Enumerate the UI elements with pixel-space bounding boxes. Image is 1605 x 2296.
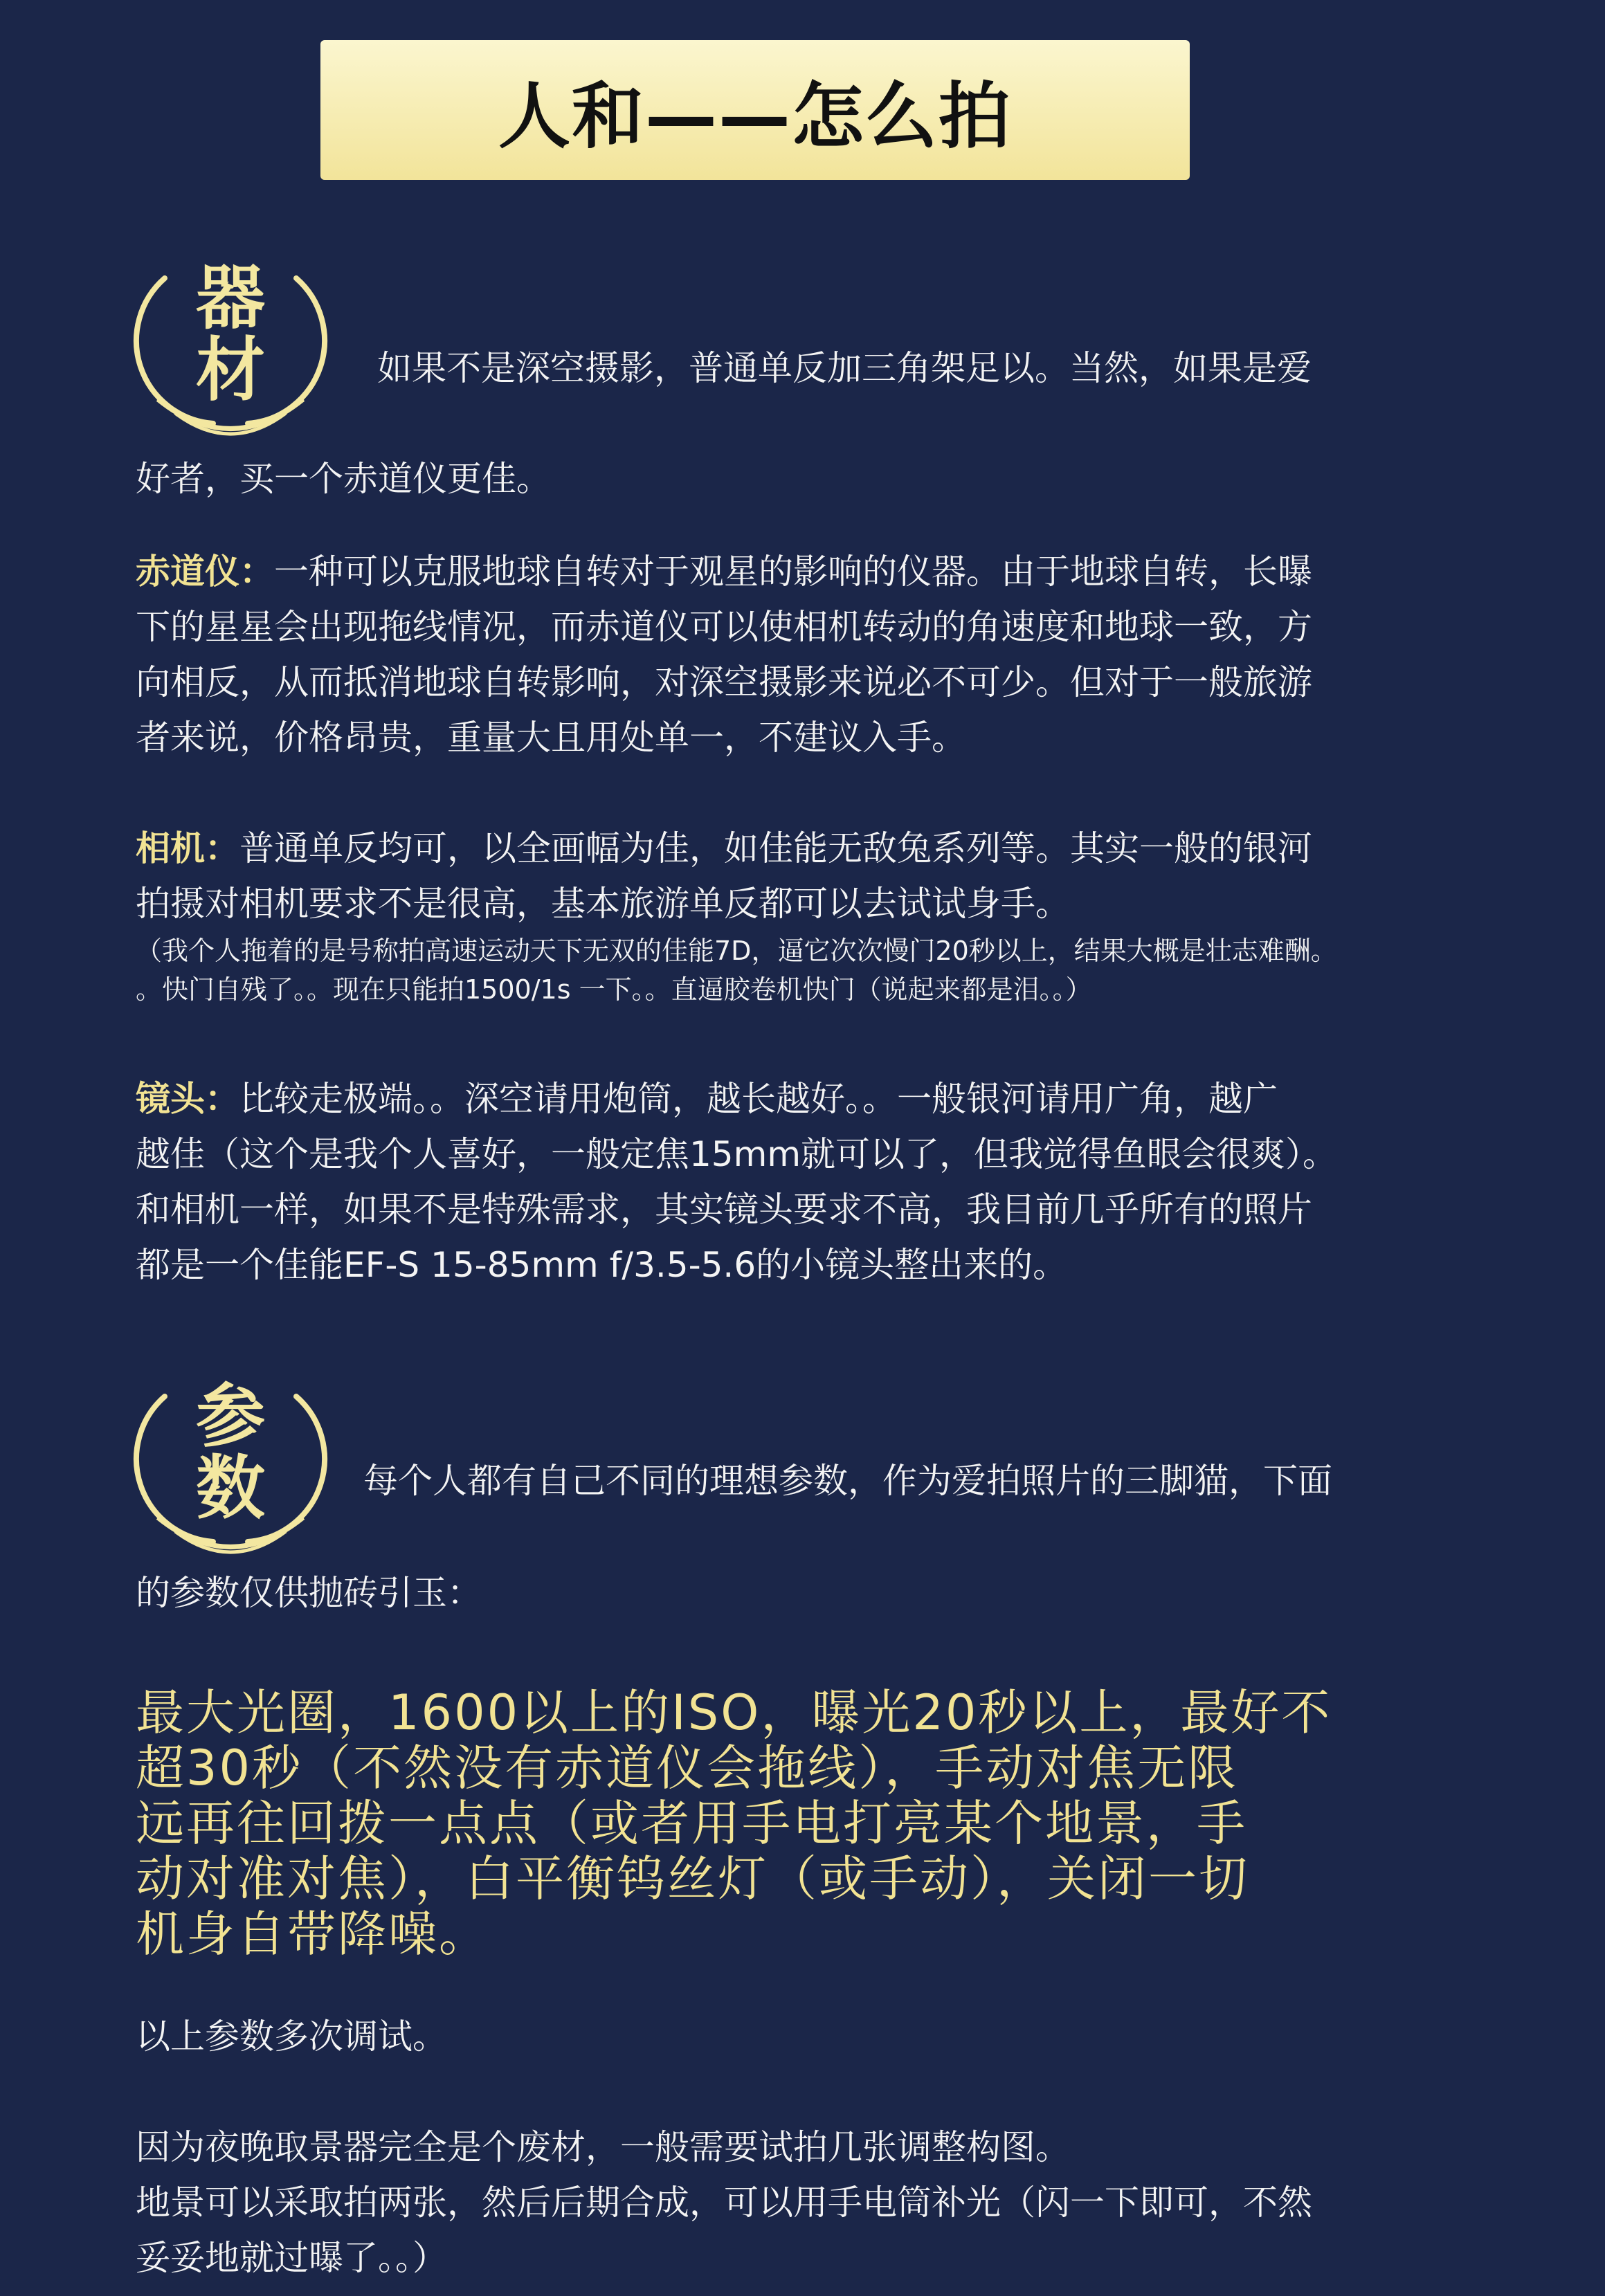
lens-line: 比较走极端。。深空请用炮筒，越长越好。。一般银河请用广角，越广 — [239, 1079, 1278, 1119]
footer-line: 因为夜晚取景器完全是个废材，一般需要试拍几张调整构图。 — [136, 2127, 1070, 2167]
footer-paragraph — [136, 2120, 1548, 2286]
footer-line: 妥妥地就过曝了。。） — [136, 2238, 447, 2278]
camera-line: 普通单反均可，以全画幅为佳，如佳能无敌兔系列等。其实一般的银河 — [239, 828, 1312, 868]
mount-line: 向相反，从而抵消地球自转影响，对深空摄影来说必不可少。但对于一般旅游 — [136, 662, 1312, 702]
lens-line: 和相机一样，如果不是特殊需求，其实镜头要求不高，我目前几乎所有的照片 — [136, 1190, 1312, 1230]
params-highlight-line: 最大光圈，1600以上的ISO，曝光20秒以上，最好不 — [136, 1684, 1332, 1741]
mount-line: 下的星星会出现拖线情况，而赤道仪可以使相机转动的角速度和地球一致，方 — [136, 607, 1312, 647]
mount-paragraph — [136, 544, 1548, 765]
lens-paragraph — [136, 1071, 1548, 1293]
lens-label: 镜头： — [136, 1079, 239, 1119]
params-highlight-line: 机身自带降噪。 — [136, 1906, 489, 1962]
footer-line: 地景可以采取拍两张，然后后期合成，可以用手电筒补光（闪一下即可，不然 — [136, 2183, 1312, 2223]
equipment-intro-line-2: 好者，买一个赤道仪更佳。 — [136, 459, 551, 499]
params-highlight-line: 动对准对焦），白平衡钨丝灯（或手动），关闭一切 — [136, 1850, 1249, 1907]
lens-line: 都是一个佳能EF-S 15-85mm f/3.5-5.6的小镜头整出来的。 — [136, 1245, 1068, 1285]
badge-char-1: 参 — [196, 1376, 265, 1457]
title-banner — [320, 40, 1190, 180]
camera-line: 拍摄对相机要求不是很高，基本旅游单反都可以去试试身手。 — [136, 884, 1070, 924]
params-intro-line-2: 的参数仅供抛砖引玉： — [136, 1573, 482, 1613]
equipment-intro-line-1: 如果不是深空摄影，普通单反加三角架足以。当然，如果是爱 — [377, 348, 1312, 388]
camera-note-line: 。快门自残了。。现在只能拍1500/1s 一下。。直逼胶卷机快门（说起来都是泪。。） — [136, 974, 1092, 1005]
params-highlight-line: 远再往回拨一点点（或者用手电打亮某个地景，手 — [136, 1795, 1247, 1852]
camera-paragraph — [136, 821, 1548, 931]
badge-char-2: 材 — [196, 329, 265, 410]
page-title: 人和——怎么拍 — [498, 74, 1012, 158]
mount-line: 一种可以克服地球自转对于观星的影响的仪器。由于地球自转，长曝 — [274, 552, 1312, 592]
params-intro-line-1: 每个人都有自己不同的理想参数，作为爱拍照片的三脚猫，下面 — [363, 1461, 1332, 1501]
equipment-badge — [130, 250, 331, 458]
camera-note-line: （我个人拖着的是号称拍高速运动天下无双的佳能7D，逼它次次慢门20秒以上，结果大概是壮志难酬。 — [136, 936, 1337, 966]
mount-line: 者来说，价格昂贵，重量大且用处单一，不建议入手。 — [136, 718, 966, 758]
lens-line: 越佳（这个是我个人喜好，一般定焦15mm就可以了，但我觉得鱼眼会很爽）。 — [136, 1134, 1338, 1174]
adjust-note: 以上参数多次调试。 — [136, 2016, 447, 2057]
camera-label: 相机： — [136, 828, 239, 868]
badge-char-2: 数 — [196, 1448, 265, 1529]
params-badge — [130, 1369, 331, 1576]
params-highlight-line: 超30秒（不然没有赤道仪会拖线），手动对焦无限 — [136, 1740, 1239, 1796]
camera-note — [136, 931, 1561, 1009]
badge-char-1: 器 — [196, 257, 265, 338]
mount-label: 赤道仪： — [136, 552, 274, 592]
params-highlight — [136, 1685, 1575, 1962]
